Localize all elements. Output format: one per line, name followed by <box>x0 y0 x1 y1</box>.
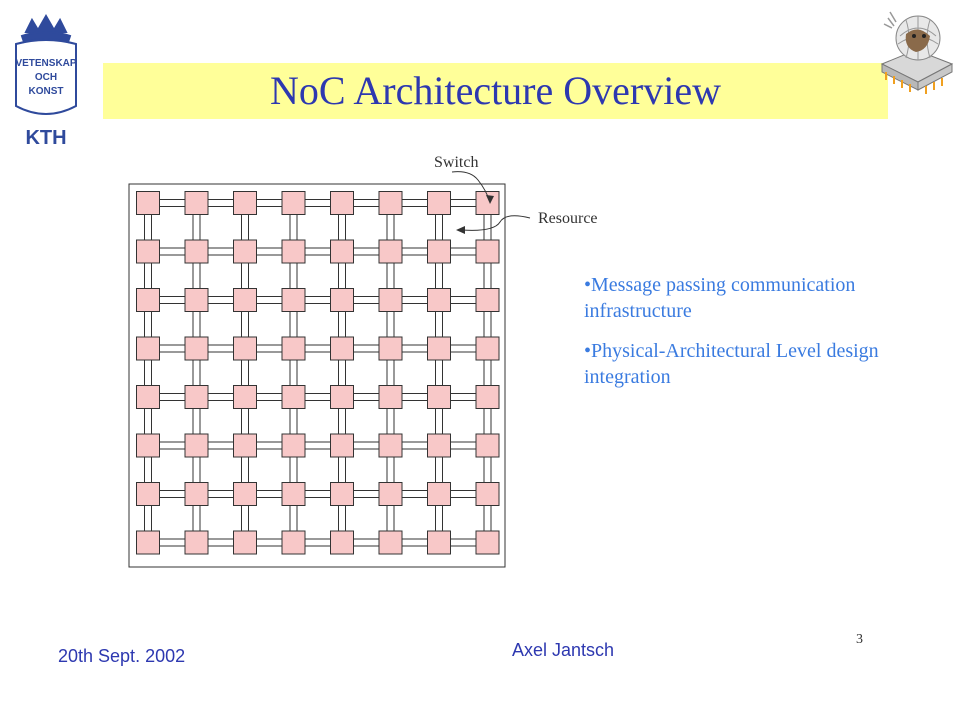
switch-node <box>476 386 499 409</box>
switch-node <box>379 483 402 506</box>
switch-node <box>428 434 451 457</box>
switch-node <box>137 337 160 360</box>
switch-node <box>185 289 208 312</box>
switch-node <box>379 337 402 360</box>
switch-node <box>379 531 402 554</box>
resource-leader <box>462 216 530 231</box>
switch-node <box>428 483 451 506</box>
switch-node <box>282 531 305 554</box>
switch-node <box>379 240 402 263</box>
switch-node <box>428 192 451 215</box>
switch-node <box>476 289 499 312</box>
switch-node <box>282 434 305 457</box>
switch-node <box>476 434 499 457</box>
switch-node <box>476 240 499 263</box>
switch-node <box>282 386 305 409</box>
resource-arrow-icon <box>456 226 465 234</box>
switch-node <box>234 337 257 360</box>
switch-node <box>428 531 451 554</box>
switch-node <box>282 289 305 312</box>
switch-node <box>137 386 160 409</box>
switch-node <box>331 337 354 360</box>
bullet-list <box>584 272 884 404</box>
switch-node <box>185 192 208 215</box>
switch-node <box>428 240 451 263</box>
bullet-item: •Message passing communication infrastructure <box>584 274 856 322</box>
switch-node <box>428 289 451 312</box>
switch-node <box>185 483 208 506</box>
switch-node <box>282 192 305 215</box>
switch-node <box>282 240 305 263</box>
switch-node <box>185 240 208 263</box>
logo-line2: OCH <box>34 72 58 83</box>
footer-author: Axel Jantsch <box>512 640 615 660</box>
switch-node <box>234 531 257 554</box>
switch-node <box>137 531 160 554</box>
switch-node <box>234 483 257 506</box>
switch-node <box>234 386 257 409</box>
resource-label: Resource <box>538 210 598 227</box>
switch-node <box>428 386 451 409</box>
switch-node <box>185 531 208 554</box>
switch-node <box>282 337 305 360</box>
bullet-item: •Physical-Architectural Level design integration <box>584 340 879 388</box>
switch-node <box>234 434 257 457</box>
switch-node <box>185 386 208 409</box>
switch-node <box>331 240 354 263</box>
switch-node <box>331 289 354 312</box>
switch-node <box>331 434 354 457</box>
logo-line3: KONST <box>28 86 64 97</box>
switch-node <box>331 386 354 409</box>
switch-node <box>282 483 305 506</box>
switch-node <box>331 531 354 554</box>
switch-node <box>137 240 160 263</box>
switch-node <box>428 337 451 360</box>
switch-node <box>331 483 354 506</box>
switch-label: Switch <box>434 154 479 171</box>
switch-node <box>476 337 499 360</box>
switch-node <box>137 434 160 457</box>
switch-node <box>476 531 499 554</box>
switch-node <box>137 483 160 506</box>
switch-node <box>185 337 208 360</box>
footer-date: 20th Sept. 2002 <box>58 646 186 666</box>
slide-number: 3 <box>856 632 863 647</box>
switch-node <box>137 192 160 215</box>
slide-title: NoC Architecture Overview <box>270 68 721 113</box>
switch-node <box>476 483 499 506</box>
switch-node <box>137 289 160 312</box>
switch-node <box>234 289 257 312</box>
logo-line1: VETENSKAP <box>15 58 77 69</box>
switch-node <box>234 240 257 263</box>
switch-node <box>379 434 402 457</box>
logo-line4: KTH <box>25 127 67 149</box>
switch-node <box>185 434 208 457</box>
switch-node <box>379 386 402 409</box>
switch-node <box>331 192 354 215</box>
switch-node <box>379 192 402 215</box>
switch-node <box>234 192 257 215</box>
switch-node <box>379 289 402 312</box>
